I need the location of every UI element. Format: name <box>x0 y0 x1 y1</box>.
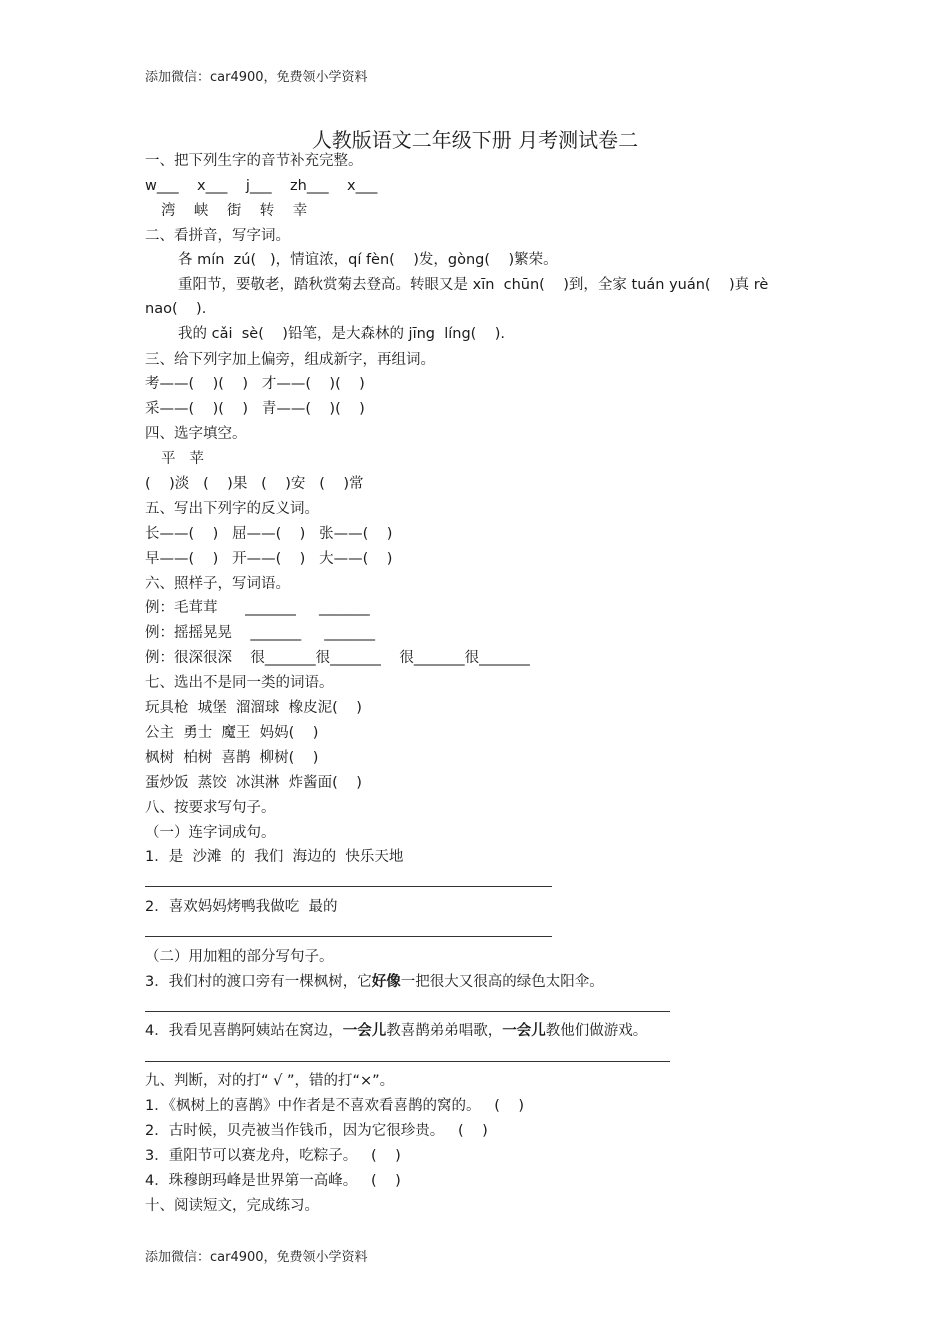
section-2-heading: 二、看拼音，写字词。 <box>145 228 290 244</box>
section-9-question-1: 1．《枫树上的喜鹊》中作者是不喜欢看喜鹊的窝的。 ( ) <box>145 1098 525 1114</box>
section-9-question-4: 4．珠穆朗玛峰是世界第一高峰。 ( ) <box>145 1173 401 1189</box>
section-2-line-1: 各 mín zú( )，情谊浓，qí fèn( )发，gòng( )繁荣。 <box>178 252 558 268</box>
section-3-line-1: 考——( )( ) 才——( )( ) <box>145 376 365 392</box>
section-1-heading: 一、把下列生字的音节补充完整。 <box>145 153 363 169</box>
section-2-line-3: nao( ). <box>145 301 207 317</box>
section-6-line-2: 例：摇摇晃晃 _______ _______ <box>145 625 375 641</box>
section-8-sub-1: （一）连字词成句。 <box>145 825 276 841</box>
section-5-heading: 五、写出下列字的反义词。 <box>145 501 319 517</box>
answer-line-1[interactable] <box>145 886 552 887</box>
section-6-line-1: 例：毛茸茸 _______ _______ <box>145 600 370 616</box>
section-4-chars: 平 苹 <box>161 451 204 467</box>
page-header: 添加微信：car4900，免费领小学资料 <box>145 70 368 85</box>
section-9-heading: 九、判断，对的打“ √ ”，错的打“×”。 <box>145 1073 395 1089</box>
section-6-heading: 六、照样子，写词语。 <box>145 576 290 592</box>
section-2-line-2: 重阳节，要敬老，踏秋赏菊去登高。转眼又是 xīn chūn( )到，全家 tuán yuán( )真 rè <box>178 277 769 293</box>
section-9-question-3: 3．重阳节可以赛龙舟，吃粽子。 ( ) <box>145 1148 401 1164</box>
answer-line-4[interactable] <box>145 1061 670 1062</box>
section-7-line-2: 公主 勇士 魔王 妈妈( ) <box>145 725 319 741</box>
section-8-question-2: 2．喜欢妈妈烤鸭我做吃 最的 <box>145 899 338 915</box>
section-4-line-1: ( )淡 ( )果 ( )安 ( )常 <box>145 476 364 492</box>
section-8-sub-2: （二）用加粗的部分写句子。 <box>145 949 334 965</box>
section-8-question-3: 3．我们村的渡口旁有一棵枫树，它好像一把很大又很高的绿色太阳伞。 <box>145 974 604 990</box>
section-7-line-4: 蛋炒饭 蒸饺 冰淇淋 炸酱面( ) <box>145 775 362 791</box>
section-9-question-2: 2．古时候，贝壳被当作钱币，因为它很珍贵。 ( ) <box>145 1123 488 1139</box>
section-6-line-3: 例：很深很深 很_______很_______ 很_______很_______ <box>145 650 530 666</box>
bold-phrase: 一会儿 <box>502 1023 546 1039</box>
section-7-heading: 七、选出不是同一类的词语。 <box>145 675 334 691</box>
section-1-chars: 湾 峡 街 转 幸 <box>161 203 308 219</box>
page-footer: 添加微信：car4900，免费领小学资料 <box>145 1250 368 1265</box>
answer-line-2[interactable] <box>145 936 552 937</box>
bold-phrase: 一会儿 <box>342 1023 387 1039</box>
page-title: 人教版语文二年级下册 月考测试卷二 <box>311 128 639 152</box>
section-5-line-2: 早——( ) 开——( ) 大——( ) <box>145 551 393 567</box>
section-5-line-1: 长——( ) 屈——( ) 张——( ) <box>145 526 393 542</box>
section-8-heading: 八、按要求写句子。 <box>145 800 276 816</box>
section-4-heading: 四、选字填空。 <box>145 426 247 442</box>
section-7-line-1: 玩具枪 城堡 溜溜球 橡皮泥( ) <box>145 700 362 716</box>
answer-line-3[interactable] <box>145 1011 670 1012</box>
section-3-line-2: 采——( )( ) 青——( )( ) <box>145 401 365 417</box>
section-7-line-3: 枫树 柏树 喜鹊 柳树( ) <box>145 750 319 766</box>
section-8-question-4: 4．我看见喜鹊阿姨站在窝边，一会儿教喜鹊弟弟唱歌，一会儿教他们做游戏。 <box>145 1023 648 1039</box>
bold-phrase: 好像 <box>371 974 401 990</box>
section-3-heading: 三、给下列字加上偏旁，组成新字，再组词。 <box>145 352 435 368</box>
section-8-question-1: 1．是 沙滩 的 我们 海边的 快乐天地 <box>145 849 404 865</box>
section-10-heading: 十、阅读短文，完成练习。 <box>145 1198 319 1214</box>
section-2-line-4: 我的 cǎi sè( )铅笔，是大森林的 jīng líng( ). <box>178 326 506 342</box>
section-1-pinyin: w___ x___ j___ zh___ x___ <box>145 178 378 194</box>
